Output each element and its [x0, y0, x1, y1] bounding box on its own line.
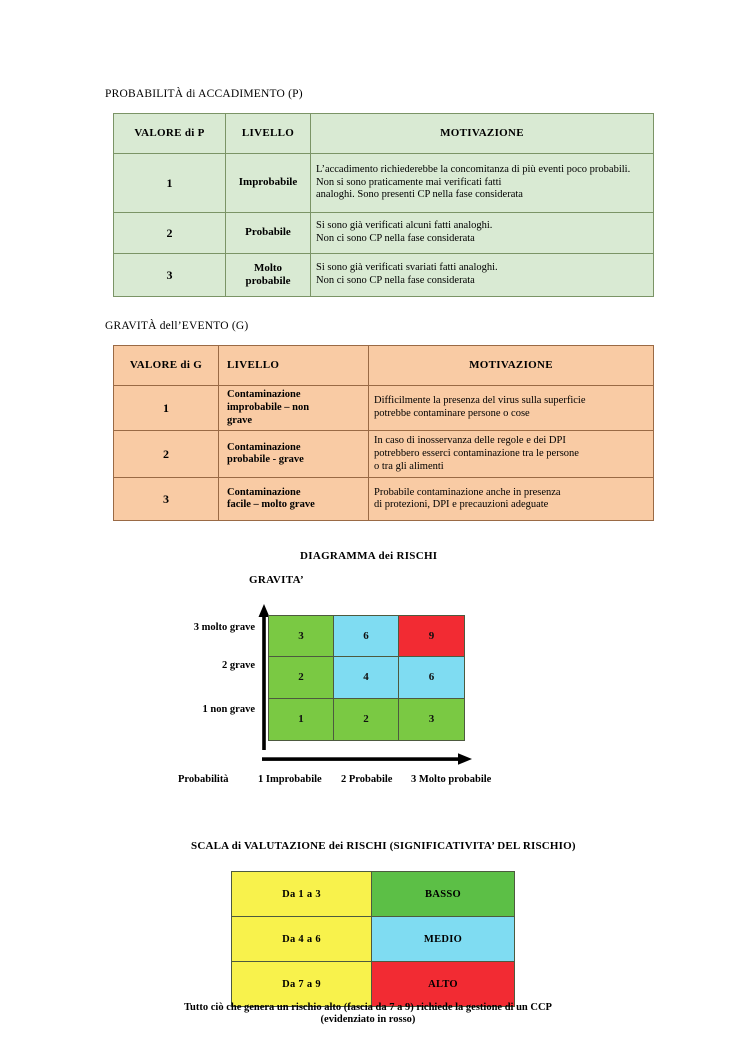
probability-table: [113, 113, 654, 297]
scale-range-alto: Da 7 a 9: [232, 962, 372, 1007]
risk-diagram-title: DIAGRAMMA dei RISCHI: [300, 550, 438, 562]
column-header-livello: LIVELLO: [226, 114, 311, 154]
cell-valore: 2: [114, 431, 219, 478]
y-axis-label-2: 2 grave: [222, 660, 255, 671]
table-row: [114, 478, 654, 521]
matrix-cell-g2-p2: 4: [334, 657, 399, 698]
cell-motivazione: Si sono già verificati svariati fatti analoghi. Non ci sono CP nella fase considerata: [311, 254, 654, 297]
cell-valore: 2: [114, 213, 226, 254]
matrix-cell-g2-p1: 2: [269, 657, 334, 698]
x-axis-arrow: [262, 752, 472, 766]
y-axis-label-3: 3 molto grave: [193, 622, 255, 633]
table-row: [114, 213, 654, 254]
cell-valore: 1: [114, 154, 226, 213]
probability-section-caption: PROBABILITÀ di ACCADIMENTO (P): [105, 88, 303, 100]
footer-note-line-1: Tutto ciò che genera un rischio alto (fascia da 7 a 9) richiede la gestione di un CCP: [184, 1002, 552, 1013]
matrix-cell-g3-p1: 3: [269, 616, 334, 657]
y-axis-title: GRAVITA’: [249, 574, 304, 586]
cell-livello: Contaminazione probabile - grave: [219, 431, 369, 478]
gravity-table: [113, 345, 654, 521]
scale-range-medio: Da 4 a 6: [232, 917, 372, 962]
matrix-cell-g1-p2: 2: [334, 699, 399, 740]
scale-level-basso: BASSO: [372, 872, 515, 917]
x-axis-title: Probabilità: [178, 774, 229, 785]
cell-livello: Contaminazione improbabile – non grave: [219, 386, 369, 431]
matrix-cell-g3-p3: 9: [399, 616, 464, 657]
scale-range-basso: Da 1 a 3: [232, 872, 372, 917]
gravity-section-caption: GRAVITÀ dell’EVENTO (G): [105, 320, 249, 332]
cell-valore: 3: [114, 478, 219, 521]
column-header-livello: LIVELLO: [219, 346, 369, 386]
risk-matrix-grid: [268, 615, 465, 741]
table-row: [114, 254, 654, 297]
cell-valore: 1: [114, 386, 219, 431]
footer-note-line-2: (evidenziato in rosso): [320, 1013, 416, 1025]
table-row: [232, 917, 515, 962]
table-row: [114, 386, 654, 431]
matrix-cell-g3-p2: 6: [334, 616, 399, 657]
cell-livello: Contaminazione facile – molto grave: [219, 478, 369, 521]
cell-valore: 3: [114, 254, 226, 297]
scale-level-alto: ALTO: [372, 962, 515, 1007]
risk-matrix: [268, 615, 465, 741]
table-row: [232, 872, 515, 917]
table-header-row: [114, 346, 654, 386]
table-row: [114, 431, 654, 478]
cell-motivazione: Probabile contaminazione anche in presenza di protezioni, DPI e precauzioni adeguate: [369, 478, 654, 521]
scale-title: SCALA di VALUTAZIONE dei RISCHI (SIGNIFICATIVITA’ DEL RISCHIO): [191, 840, 576, 852]
matrix-cell-g1-p1: 1: [269, 699, 334, 740]
y-axis-label-1: 1 non grave: [202, 704, 255, 715]
column-header-valore-p: VALORE di P: [114, 114, 226, 154]
cell-livello: Probabile: [226, 213, 311, 254]
cell-motivazione: Si sono già verificati alcuni fatti analoghi. Non ci sono CP nella fase considerata: [311, 213, 654, 254]
x-axis-label-1: 1 Improbabile: [258, 774, 322, 785]
cell-livello: Molto probabile: [226, 254, 311, 297]
cell-livello: Improbabile: [226, 154, 311, 213]
column-header-motivazione: MOTIVAZIONE: [311, 114, 654, 154]
cell-motivazione: Difficilmente la presenza del virus sulla superficie potrebbe contaminare persone o cose: [369, 386, 654, 431]
cell-motivazione: In caso di inosservanza delle regole e dei DPI potrebbero esserci contaminazione tra le persone o tra gli alimenti: [369, 431, 654, 478]
x-axis-label-3: 3 Molto probabile: [411, 774, 492, 785]
risk-scale-table: [231, 871, 515, 1007]
matrix-cell-g2-p3: 6: [399, 657, 464, 698]
column-header-motivazione: MOTIVAZIONE: [369, 346, 654, 386]
x-axis-label-2: 2 Probabile: [341, 774, 393, 785]
matrix-cell-g1-p3: 3: [399, 699, 464, 740]
scale-level-medio: MEDIO: [372, 917, 515, 962]
footer-note: [0, 1002, 736, 1026]
column-header-valore-g: VALORE di G: [114, 346, 219, 386]
cell-motivazione: L’accadimento richiederebbe la concomitanza di più eventi poco probabili. Non si sono praticamente mai verificati fatti analoghi. Sono presenti CP nella fase considerata: [311, 154, 654, 213]
table-header-row: [114, 114, 654, 154]
table-row: [232, 962, 515, 1007]
table-row: [114, 154, 654, 213]
